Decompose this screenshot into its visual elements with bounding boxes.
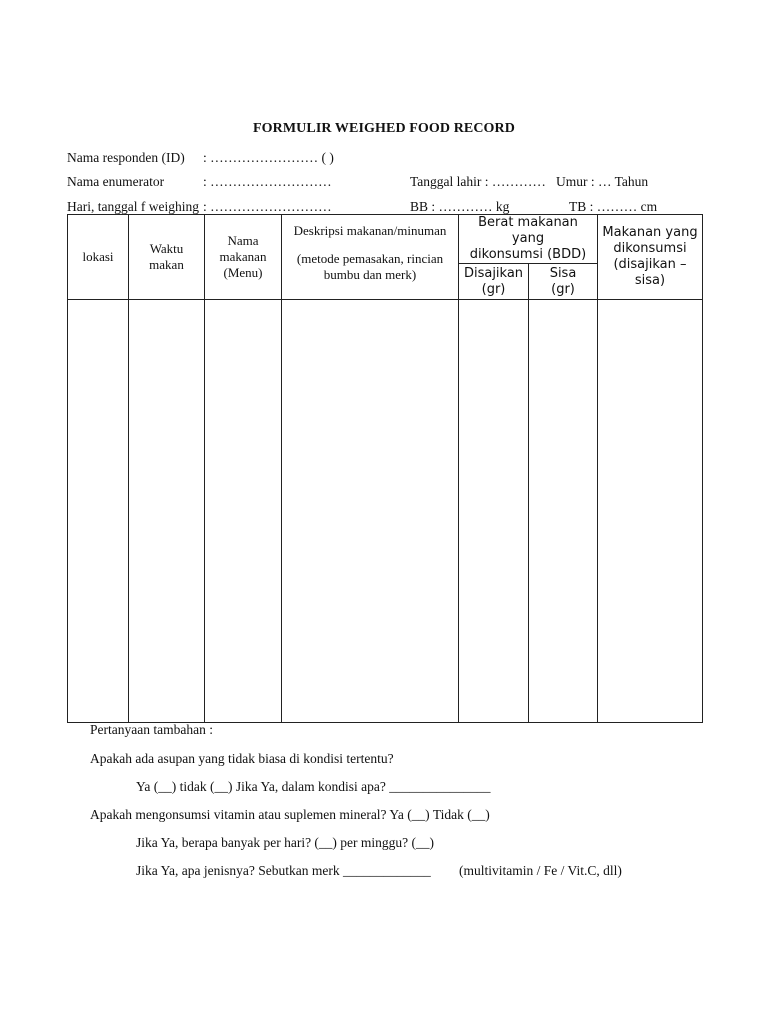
answer-supplement-frequency[interactable]: Jika Ya, berapa banyak per hari? (__) per minggu? (__): [136, 835, 435, 850]
header-deskripsi: Deskripsi makanan/minuman (metode pemasakan, rincian bumbu dan merk): [282, 215, 459, 300]
supplement-type-note: (multivitamin / Fe / Vit.C, dll): [459, 863, 622, 878]
cell-lokasi[interactable]: [68, 300, 129, 723]
age-field[interactable]: Umur : … Tahun: [556, 174, 649, 189]
weighing-date-field[interactable]: : ………………………: [203, 199, 332, 214]
food-record-table: [67, 214, 703, 723]
header-waktu-makan: Waktu makan: [129, 215, 205, 300]
respondent-name-field[interactable]: : …………………… ( ): [203, 150, 334, 165]
question-unusual-intake: Apakah ada asupan yang tidak biasa di kondisi tertentu?: [90, 751, 394, 766]
body-weight-field[interactable]: BB : ………… kg: [410, 199, 510, 214]
body-height-field[interactable]: TB : ……… cm: [569, 199, 658, 214]
cell-deskripsi[interactable]: [282, 300, 459, 723]
cell-sisa[interactable]: [529, 300, 598, 723]
answer-unusual-intake[interactable]: Ya (__) tidak (__) Jika Ya, dalam kondisi apa? _______________: [136, 779, 491, 794]
header-makanan-dikonsumsi: Makanan yang dikonsumsi (disajikan – sisa): [598, 215, 703, 300]
cell-nama-makanan[interactable]: [205, 300, 282, 723]
birth-date-field[interactable]: Tanggal lahir : …………: [410, 174, 546, 189]
question-supplement[interactable]: Apakah mengonsumsi vitamin atau suplemen mineral? Ya (__) Tidak (__): [90, 807, 490, 822]
table-entry-row: [68, 300, 703, 723]
table-header-row: [68, 215, 703, 264]
enumerator-name-field[interactable]: : ………………………: [203, 174, 332, 189]
enumerator-name-label: Nama enumerator: [67, 174, 165, 189]
weighing-date-label: Hari, tanggal f weighing: [67, 199, 199, 214]
cell-waktu-makan[interactable]: [129, 300, 205, 723]
answer-supplement-type[interactable]: Jika Ya, apa jenisnya? Sebutkan merk _____________: [136, 863, 431, 878]
header-nama-makanan: Nama makanan (Menu): [205, 215, 282, 300]
cell-disajikan[interactable]: [459, 300, 529, 723]
header-berat-makanan: Berat makanan yang dikonsumsi (BDD): [459, 215, 598, 264]
respondent-name-label: Nama responden (ID): [67, 150, 185, 165]
header-disajikan: Disajikan (gr): [459, 264, 529, 300]
questions-intro: Pertanyaan tambahan :: [90, 722, 213, 737]
form-title: FORMULIR WEIGHED FOOD RECORD: [253, 121, 515, 136]
cell-makanan-dikonsumsi[interactable]: [598, 300, 703, 723]
header-sisa: Sisa (gr): [529, 264, 598, 300]
header-lokasi: lokasi: [68, 215, 129, 300]
